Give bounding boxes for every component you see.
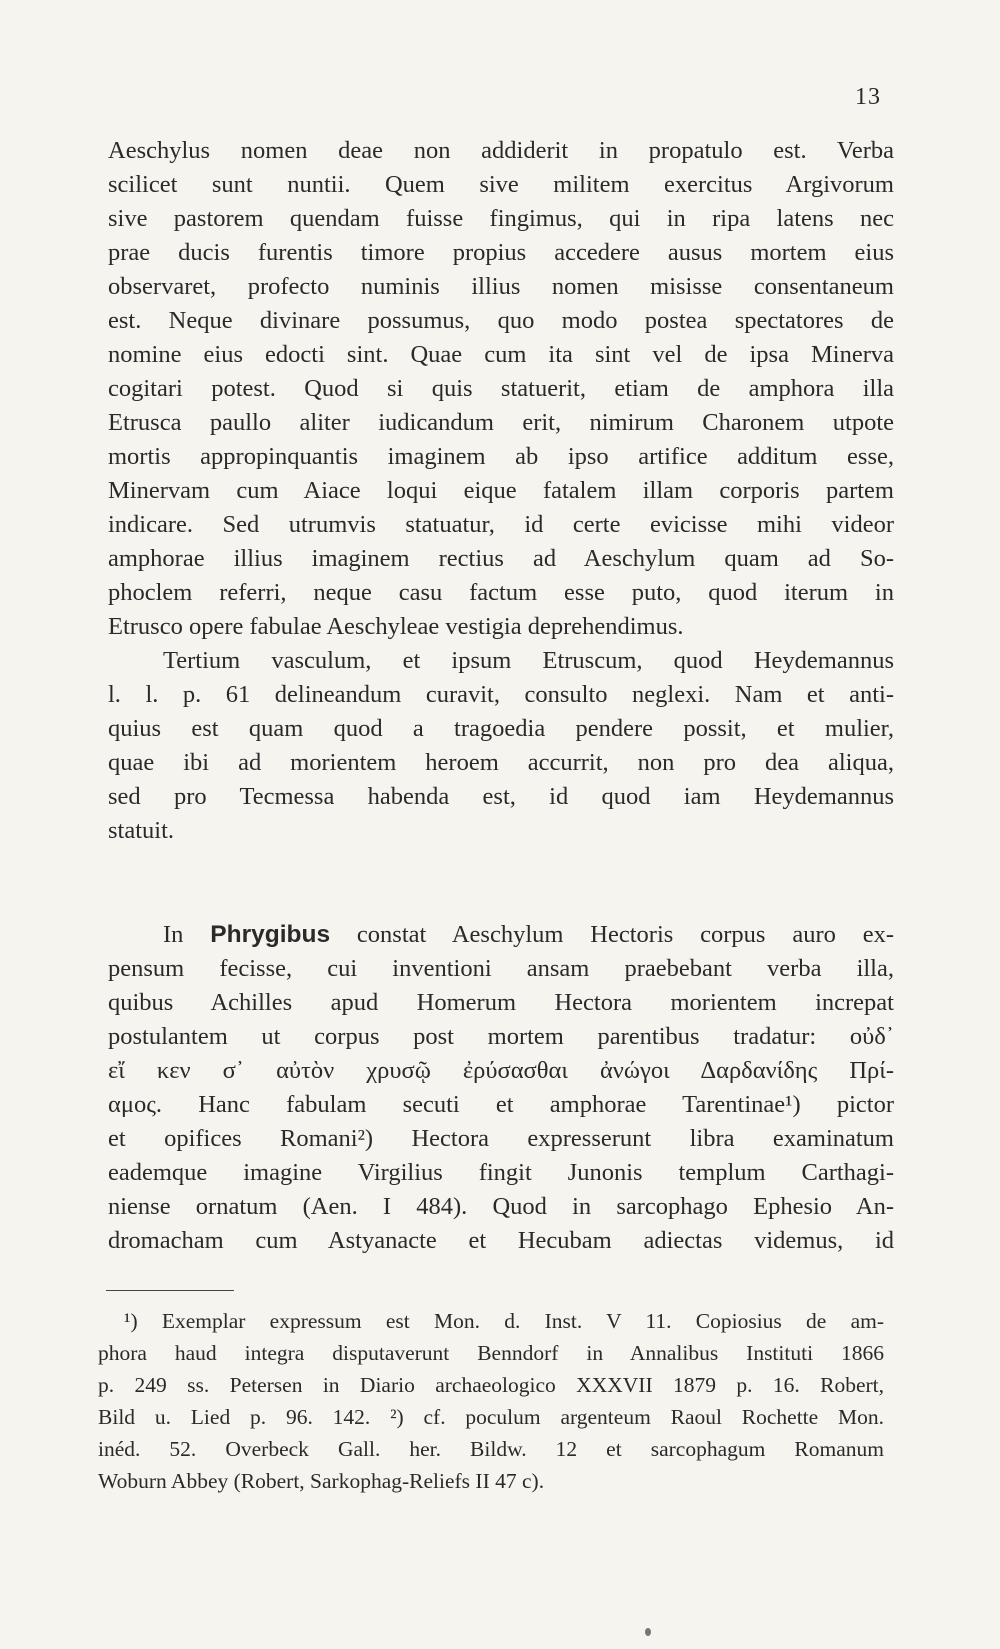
body-line: cogitari potest. Quod si quis statuerit, etiam de amphora illa — [108, 375, 894, 402]
body-line: statuit. — [108, 817, 175, 844]
ink-speck — [645, 1628, 651, 1636]
body-line: dromacham cum Astyanacte et Hecubam adiectas videmus, id — [108, 1227, 894, 1254]
body-line: prae ducis furentis timore propius accedere ausus mortem eius — [108, 239, 894, 266]
body-line: amphorae illius imaginem rectius ad Aeschylum quam ad So- — [108, 545, 894, 572]
body-line: In Phrygibus constat Aeschylum Hectoris corpus auro ex- — [163, 921, 894, 948]
body-line: niense ornatum (Aen. I 484). Quod in sarcophago Ephesio An- — [108, 1193, 894, 1220]
footnote-line: phora haud integra disputaverunt Benndorf in Annalibus Instituti 1866 — [98, 1341, 884, 1365]
body-line: est. Neque divinare possumus, quo modo postea spectatores de — [108, 307, 894, 334]
body-line: nomine eius edocti sint. Quae cum ita sint vel de ipsa Minerva — [108, 341, 894, 368]
body-line: Minervam cum Aiace loqui eique fatalem illam corporis partem — [108, 477, 894, 504]
footnote-line: p. 249 ss. Petersen in Diario archaeologico XXXVII 1879 p. 16. Robert, — [98, 1373, 884, 1397]
body-line: Tertium vasculum, et ipsum Etruscum, quod Heydemannus — [163, 647, 894, 674]
body-line: scilicet sunt nuntii. Quem sive militem exercitus Argivorum — [108, 171, 894, 198]
body-line: et opifices Romani²) Hectora expresserunt libra examinatum — [108, 1125, 894, 1152]
footnote-separator — [106, 1290, 234, 1291]
body-line: Aeschylus nomen deae non addiderit in propatulo est. Verba — [108, 137, 894, 164]
page-number: 13 — [855, 84, 881, 110]
body-line: indicare. Sed utrumvis statuatur, id certe evicisse mihi videor — [108, 511, 894, 538]
footnote-line: Woburn Abbey (Robert, Sarkophag-Reliefs II 47 c). — [98, 1469, 545, 1493]
footnote-line: Bild u. Lied p. 96. 142. ²) cf. poculum argenteum Raoul Rochette Mon. — [98, 1405, 884, 1429]
body-line: observaret, profecto numinis illius nomen misisse consentaneum — [108, 273, 894, 300]
body-line: αμος. Hanc fabulam secuti et amphorae Tarentinae¹) pictor — [108, 1091, 894, 1118]
footnote-line: ¹) Exemplar expressum est Mon. d. Inst. V 11. Copiosius de am- — [124, 1309, 884, 1333]
body-line: l. l. p. 61 delineandum curavit, consulto neglexi. Nam et anti- — [108, 681, 894, 708]
footnote-line: inéd. 52. Overbeck Gall. her. Bildw. 12 et sarcophagum Romanum — [98, 1437, 884, 1461]
body-line: sive pastorem quendam fuisse fingimus, qui in ripa latens nec — [108, 205, 894, 232]
body-line: eademque imagine Virgilius fingit Junonis templum Carthagi- — [108, 1159, 894, 1186]
body-line: mortis appropinquantis imaginem ab ipso artifice additum esse, — [108, 443, 894, 470]
body-line: quae ibi ad morientem heroem accurrit, non pro dea aliqua, — [108, 749, 894, 776]
body-line: Etrusco opere fabulae Aeschyleae vestigia deprehendimus. — [108, 613, 684, 640]
body-line: pensum fecisse, cui inventioni ansam praebebant verba illa, — [108, 955, 894, 982]
body-line: postulantem ut corpus post mortem parentibus tradatur: οὐδ᾽ — [108, 1023, 894, 1050]
body-line: Etrusca paullo aliter iudicandum erit, nimirum Charonem utpote — [108, 409, 894, 436]
body-line: εἴ κεν σ᾽ αὐτὸν χρυσῷ ἐρύσασθαι ἀνώγοι Δαρδανίδης Πρί- — [108, 1057, 894, 1084]
body-line: quius est quam quod a tragoedia pendere possit, et mulier, — [108, 715, 894, 742]
body-line: phoclem referri, neque casu factum esse puto, quod iterum in — [108, 579, 894, 606]
body-line: quibus Achilles apud Homerum Hectora morientem increpat — [108, 989, 894, 1016]
body-line: sed pro Tecmessa habenda est, id quod iam Heydemannus — [108, 783, 894, 810]
emphasized-word: Phrygibus — [210, 921, 331, 948]
